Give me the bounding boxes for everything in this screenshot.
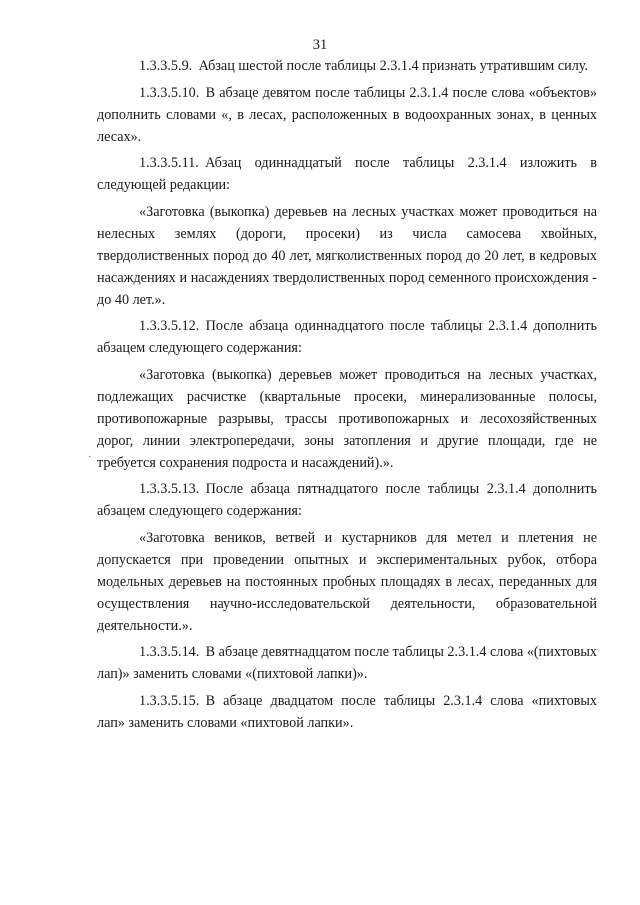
paragraph-number: 1.3.3.5.9. (139, 58, 193, 74)
quoted-paragraph-3 (97, 527, 597, 637)
paragraph-1-3-3-5-14 (97, 641, 597, 685)
paragraph-text: Абзац одиннадцатый после таблицы 2.3.1.4 изложить в следующей редакции: (97, 155, 597, 193)
paragraph-text: В абзаце девятом после таблицы 2.3.1.4 после слова «объектов» дополнить словами «, в лесах, расположенных в водоохранных зонах, в ценных лесах». (97, 84, 597, 145)
paragraph-text: «Заготовка (выкопка) деревьев может проводиться на лесных участках, подлежащих расчистке (квартальные просеки, минерализованные полосы, противопожарные разрывы, трассы противопожарных и лесохозяйственных дорог, линии электропередачи, зоны затопления и другие площади, где не требуется сохранения подроста и насаждений).». (97, 366, 597, 471)
paragraph-text: После абзаца пятнадцатого после таблицы 2.3.1.4 дополнить абзацем следующего содержания: (97, 481, 597, 519)
paragraph-text: В абзаце девятнадцатом после таблицы 2.3.1.4 слова «(пихтовых лап)» заменить словами «(пихтовой лапки)». (97, 644, 597, 682)
paragraph-number: 1.3.3.5.12. (139, 318, 200, 334)
paragraph-text: «Заготовка (выкопка) деревьев на лесных участках может проводиться на нелесных землях (дороги, просеки) из числа самосева хвойных, твердолиственных пород до 40 лет, мягколиственных пород до 20 лет, в кедровых насаждениях и насаждениях твердолиственных пород семенного происхождения - до 40 лет.». (97, 203, 597, 308)
paragraph-text: Абзац шестой после таблицы 2.3.1.4 признать утратившим силу. (198, 58, 589, 74)
paragraph-number: 1.3.3.5.11. (139, 155, 199, 171)
paragraph-text: В абзаце двадцатом после таблицы 2.3.1.4 слова «пихтовых лап» заменить словами «пихтовой лапки». (97, 692, 597, 731)
paragraph-number: 1.3.3.5.13. (139, 481, 200, 497)
paragraph-number: 1.3.3.5.14. (139, 644, 200, 660)
quoted-paragraph-2 (97, 364, 597, 474)
paragraph-number: 1.3.3.5.10. (139, 84, 200, 101)
document-body (97, 55, 597, 738)
paragraph-text: После абзаца одиннадцатого после таблицы 2.3.1.4 дополнить абзацем следующего содержания: (97, 318, 597, 356)
paragraph-1-3-3-5-12 (97, 315, 597, 359)
paragraph-1-3-3-5-15 (97, 690, 597, 734)
stray-mark: · (88, 452, 92, 463)
quoted-paragraph-1 (97, 201, 597, 311)
page-number: 31 (312, 37, 328, 53)
paragraph-1-3-3-5-9 (97, 55, 597, 77)
paragraph-1-3-3-5-13 (97, 478, 597, 522)
paragraph-1-3-3-5-11 (97, 152, 597, 196)
paragraph-1-3-3-5-10 (97, 82, 597, 148)
paragraph-text: «Заготовка веников, ветвей и кустарников для метел и плетения не допускается при проведении опытных и экспериментальных рубок, отбора модельных деревьев на постоянных пробных площадях в лесах, переданных для осуществления научно-исследовательской деятельности, образовательной деятельности.». (97, 529, 597, 634)
paragraph-number: 1.3.3.5.15. (139, 692, 200, 709)
